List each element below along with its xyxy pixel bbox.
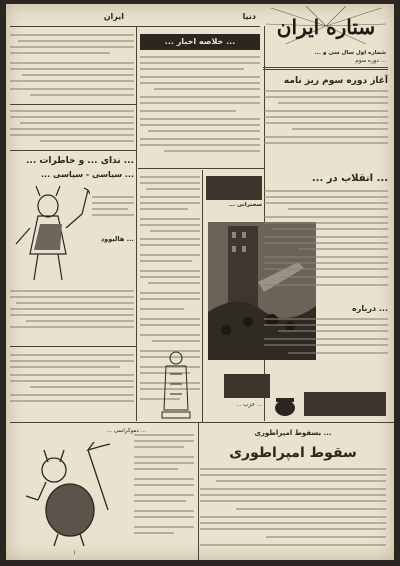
masthead-info-1: شماره اول سال سی و ...	[314, 50, 386, 56]
right-text-2	[264, 188, 388, 298]
left-col-text-3	[92, 194, 134, 230]
center-banner: ... خلاصه اخبار ...	[140, 34, 260, 50]
right-headline-1: آغاز دوره سوم ریز نامه	[283, 76, 388, 86]
left-col-text-4	[10, 288, 134, 344]
page-number: ۱	[72, 550, 76, 556]
right-small-1: ... درباره	[352, 304, 388, 313]
masthead-title: ستاره ایران	[276, 15, 376, 39]
center-small-2: ... حزب ...	[235, 402, 262, 408]
cartoon-devils-illustration	[12, 184, 90, 284]
section-label-iran: ایران	[103, 12, 124, 21]
small-cartoon-icon	[272, 396, 298, 418]
bottom-left-text	[134, 430, 194, 554]
center-text-1	[140, 54, 260, 164]
left-col-subhead: ... سیاسی - سیاسی ...	[41, 170, 134, 179]
mid-left-banner-box	[206, 176, 262, 200]
devil-with-pitchfork-illustration	[18, 440, 128, 550]
right-text-3	[264, 316, 388, 376]
statue-figure-illustration	[156, 350, 196, 420]
left-col-text-5	[10, 352, 134, 416]
bottom-right-text	[200, 466, 386, 556]
masthead-logo	[266, 6, 386, 46]
section-label-world: دنیا	[242, 12, 256, 21]
party-banner-box	[224, 374, 270, 398]
bottom-banner-right: ... بسقوط امپراطوری	[254, 429, 332, 437]
right-text-1	[264, 88, 388, 148]
right-headline-2: ... انقلاب در ...	[311, 173, 388, 184]
hollywood-headline: ... هالیوود	[100, 235, 134, 243]
masthead-info-2: ... دوره سوم	[355, 58, 386, 64]
right-banner-box	[304, 392, 386, 416]
left-col-text-1	[10, 32, 134, 102]
left-col-text-2	[10, 108, 134, 148]
bottom-main-headline: سقوط امپراطوری	[229, 445, 357, 461]
left-col-headline: ... ندای ... و خاطرات ...	[25, 156, 134, 166]
left-bottom-label: ... دموکراسی ...	[106, 428, 146, 434]
newspaper-page	[6, 4, 394, 560]
center-small-1: سخنرانی ...	[228, 202, 262, 208]
